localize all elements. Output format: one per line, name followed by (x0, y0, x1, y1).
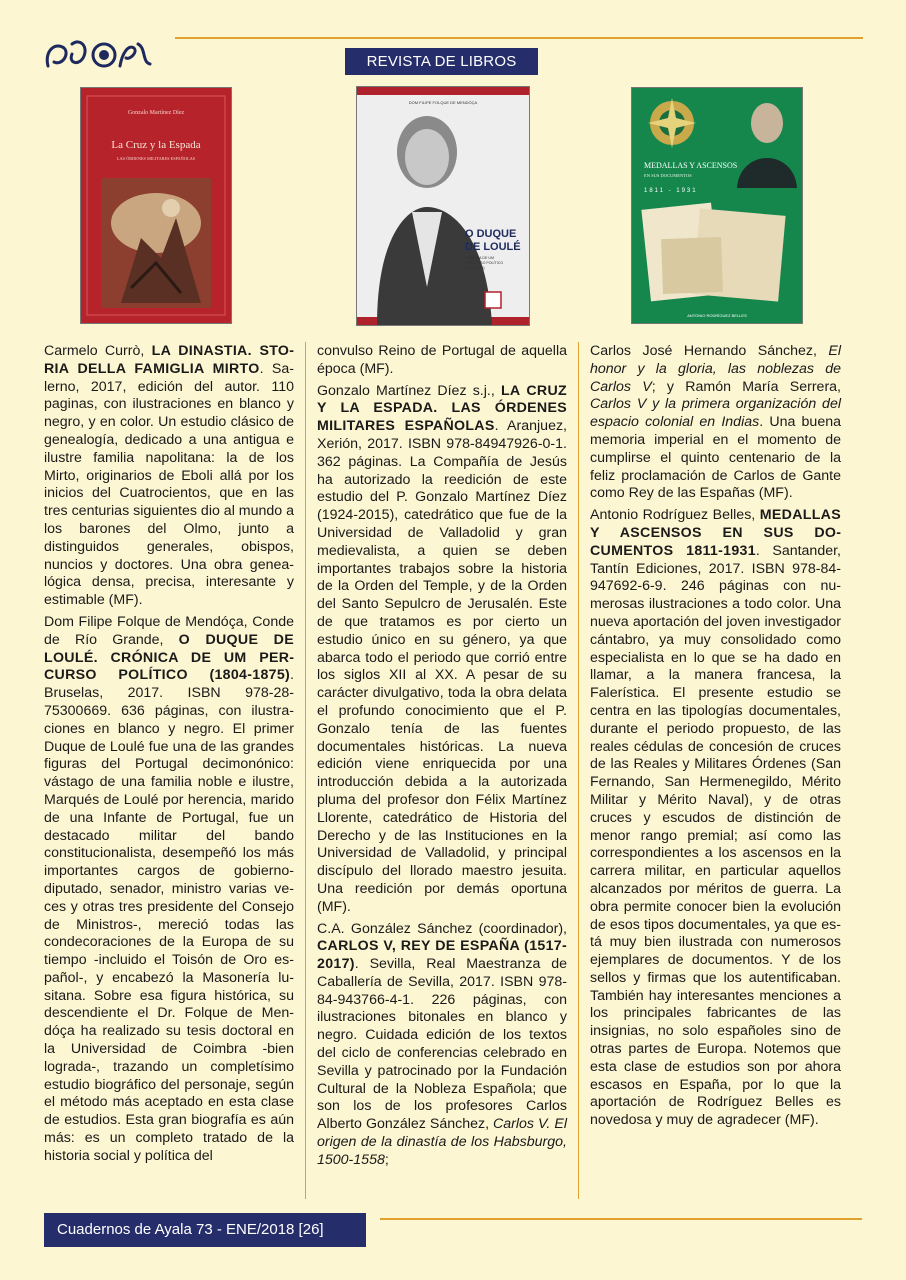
column-divider (578, 342, 579, 1199)
cover3-author: ANTONIO RODRÍGUEZ BELLES (687, 313, 747, 318)
cover1-subtitle: LAS ÓRDENES MILITARES ESPAÑOLAS (116, 156, 196, 161)
essay-title: Carlos V. El origen de la dinastía de los Habsburgo, 1500-1558 (317, 1116, 567, 1168)
cover3-title: MEDALLAS Y ASCENSOS (644, 161, 738, 170)
cover2-title-2: DE LOULÉ (465, 241, 521, 253)
book-title: CARLOS V, REY DE ESPAÑA (1517-2017) (317, 938, 567, 973)
review-la-dinastia: Carmelo Currò, LA DINASTIA. STORIA DELLA FAMIGLIA MIRTO. Salerno, 2017, edición del autor. 110 paginas, con ilustraciones en blanco y negro, y en color. Un estudio clásico de genealogía, dedicado a una antigua e ilustre familia napolitana: la de los Mirto, originarios de Eboli allá por los inicios del Cuatrocientos, que en las tres centurias siguientes dio al mundo a los barones del Olmo, junto a distinguidos generales, obispos, nuncios y doctores. Una obra genealógica densa, precisa, interesante y estimable (MF). (44, 343, 294, 609)
book-cover-la-cruz-y-la-espada (80, 87, 232, 324)
book-cover-medallas-y-ascensos (631, 87, 803, 324)
journal-logo (42, 36, 154, 74)
review-carlos-v: C.A. González Sánchez (coordinador), CARLOS V, REY DE ESPAÑA (1517-2017). Sevilla, Real Maestranza de Caballería de Sevilla, 2017. ISBN 978-84-943766-4-1. 226 páginas, con ilustraciones bitonales en blanco y negro. Cuidada edición de los textos del ciclo de conferencias celebrado en Sevilla y patrocinado por la Fundación Cultural de la Nobleza Española; que son los de los profesores Carlos Alberto González Sánchez, Carlos V. El origen de la dinastía de los Habsburgo, 1500-1558; (317, 920, 567, 1168)
review-o-duque-de-loule: Dom Filipe Folque de Mendóça, Conde de Río Grande, O DUQUE DE LOULÉ. CRÓNICA DE UM PERCURSO POLÍTICO (1804-1875). Bruselas, 2017. ISBN 978-28-75300669. 636 páginas, con ilustraciones en blanco y negro. El primer Duque de Loulé fue una de las grandes figuras del Portugal decimonónico: vástago de una familia noble e ilustre, Marqués de Loulé por herencia, marido de una Infante de Portugal, fue un destacado militar del bando constitucionalista, desempeñó los más importantes cargos de gobierno-diputado, senador, ministro varias veces y otras tres presidente del Consejo de Ministros-, mereció todas las condecoraciones de la Europa de su tiempo -incluido el Toisón de Oro español-, y encabezó la Masonería lusitana. Sobre esa figura histórica, su descendiente el Dr. Folque de Mendóça ha realizado su tesis doctoral en la Universidad de Coimbra -bien lograda-, trazando un completísimo estudio biográfico del personaje, según el método más aceptado en esta clase de estudios. Esta gran biografía es aún más: es un completo tratado de la historia social y política del (44, 613, 294, 1164)
footer-issue-label: Cuadernos de Ayala 73 - ENE/2018 [26] (44, 1213, 366, 1247)
book-cover-o-duque-de-loule (356, 86, 530, 326)
cover2-subtitle-3: (1804-1875) (465, 266, 485, 270)
cover1-title: La Cruz y la Espada (111, 139, 201, 151)
book-title: O DUQUE DE LOULÉ. CRÓNICA DE UM PERCURSO POLÍTICO (1804-1875) (44, 631, 294, 684)
section-title: REVISTA DE LIBROS (345, 48, 538, 75)
essay-title: El honor y la gloria, las noblezas de Carlos V (590, 343, 841, 395)
cover2-author: DOM FILIPE FOLQUE DE MENDÓÇA (408, 100, 478, 105)
footer-rule (380, 1218, 862, 1220)
review-medallas-y-ascensos: Antonio Rodríguez Belles, MEDALLAS Y ASCENSOS EN SUS DOCUMENTOS 1811-1931. Santander, Tantín Ediciones, 2017. ISBN 978-84-947692-6-9. 246 páginas con numerosas ilustraciones a todo color. Una nueva aportación del joven investigador cántabro, ya muy consolidado como especialista en lo que se ha dado en llamar, a la manera francesa, la Falerística. El presente estudio se centra en las tipologías documentales, durante el periodo propuesto, de las reales cédulas de concesión de cruces de las Reales y Militares Órdenes (San Fernando, San Hermenegildo, Mérito Militar y Mérito Naval), y de otras cruces y escudos de distinción de menor rango premial; así como las correspondientes a los ascensos en la carrera militar, en particular aquellos alcanzados por méritos de guerra. La obra permite conocer bien la evolución de esos tipos documentales, ya que está muy bien ilustrada con numerosos ejemplares de documentos. Y de los sellos y firmas que los autentificaban. También hay interesantes menciones a los principales fabricantes de las insignias, no solo españoles sino de otras partes de Europa. Notemos que esta clase de estudios son por ahora escasos en España, por lo que la aportación de Rodríguez Belles es novedosa y muy de agradecer (MF). (590, 507, 841, 1129)
cover3-years: 1811 - 1931 (644, 188, 698, 194)
essay-title: Carlos V y la primera organización del espacio colonial en Indias (590, 396, 841, 431)
cover3-subtitle: EN SUS DOCUMENTOS (644, 173, 692, 178)
review-o-duque-de-loule-continued: convulso Reino de Portugal de aquella época (MF). (317, 343, 567, 377)
cover2-title-1: O DUQUE (465, 228, 517, 240)
column-divider (305, 342, 306, 1199)
cover2-subtitle-2: PERCURSO POLÍTICO (465, 261, 504, 265)
book-title: LA DINASTIA. STORIA DELLA FAMIGLIA MIRTO (44, 343, 294, 377)
book-title: MEDALLAS Y ASCENSOS EN SUS DOCUMENTOS 1811-1931 (590, 507, 841, 559)
text-column-1 (44, 343, 294, 1170)
cover2-subtitle-1: CRÓNICA DE UM (465, 256, 494, 260)
text-column-3 (590, 343, 841, 1134)
book-title: LA CRUZ Y LA ESPADA. LAS ÓRDENES MILITARES ESPAÑOLAS (317, 382, 567, 435)
review-carlos-v-continued: Carlos José Hernando Sánchez, El honor y la gloria, las noblezas de Carlos V; y Ramón María Serrera, Carlos V y la primera organización del espacio colonial en Indias. Una buena memoria imperial en el momento de cumplirse el quinto centenario de la feliz proclamación de Carlos de Gante como Rey de las Españas (MF). (590, 343, 841, 502)
cover1-author: Gonzalo Martínez Díez (127, 110, 185, 116)
text-column-2 (317, 343, 567, 1174)
top-rule (175, 37, 863, 39)
review-la-cruz-y-la-espada: Gonzalo Martínez Díez s.j., LA CRUZ Y LA ESPADA. LAS ÓRDENES MILITARES ESPAÑOLAS. Aranjuez, Xerión, 2017. ISBN 978-84947926-0-1. 362 páginas. La Compañía de Jesús ha autorizado la reedición de este estudio del P. Gonzalo Martínez Díez (1924-2015), catedrático que fue de la Universidad de Valladolid y gran medievalista, a quien se deben importantes trabajos sobre la historia de la Orden del Temple, y de la Orden del Santo Sepulcro de Jerusalén. Este de que tratamos es por cierto un estudio único en su género, ya que abarca todo el periodo que corrió entre los siglos XII al XX. A pesar de su carácter divulgativo, toda la obra delata el profundo conocimiento que el P. Gonzalo tenía de las fuentes documentales históricas. La nueva edición viene enriquecida por una introducción debida a la autorizada pluma del profesor don Félix Martínez Llorente, catedrático de Historia del Derecho y de las Instituciones en la Universidad de Valladolid, y principal discípulo del llorado maestro jesuita. Una reedición por demás oportuna (MF). (317, 382, 567, 915)
